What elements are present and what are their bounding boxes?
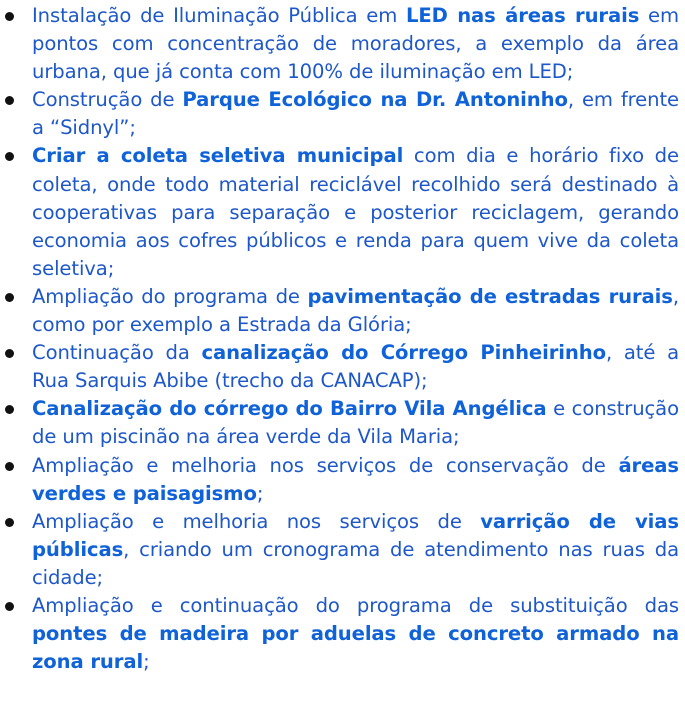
list-item (0, 339, 685, 395)
bullet-icon (5, 602, 14, 611)
body-text: Ampliação e continuação do programa de substituição das (32, 593, 679, 617)
highlighted-text: LED nas áreas rurais (406, 4, 640, 27)
body-text: Instalação de Iluminação Pública em (32, 4, 407, 27)
list-item (0, 2, 685, 86)
highlighted-text: varrição de vias públicas (32, 509, 679, 561)
body-text: ; (256, 481, 264, 505)
highlighted-text: pavimentação de estradas rurais (307, 284, 673, 308)
highlighted-text: Criar a coleta seletiva municipal (32, 144, 404, 168)
body-text: Construção de (32, 88, 183, 112)
body-text: e construção de um piscinão na área verde da Vila Maria; (32, 397, 679, 449)
list-item (0, 452, 685, 508)
highlighted-text: Canalização do córrego do Bairro Vila Angélica (32, 397, 547, 421)
highlighted-text: áreas verdes e paisagismo (32, 453, 679, 505)
highlighted-text: Parque Ecológico na Dr. Antoninho (182, 88, 568, 112)
body-text: Ampliação e melhoria nos serviços de conservação de (32, 453, 619, 477)
list-item (0, 592, 685, 676)
bullet-icon (5, 518, 14, 527)
body-text: Ampliação e melhoria nos serviços de (32, 509, 481, 533)
body-text: , até a Rua Sarquis Abibe (trecho da CANACAP); (32, 341, 679, 393)
bullet-icon (5, 96, 14, 105)
highlighted-text: canalização do Córrego Pinheirinho (201, 341, 606, 365)
list-item (0, 283, 685, 339)
bullet-icon (5, 152, 14, 161)
body-text: Ampliação do programa de (32, 284, 308, 308)
list-item (0, 142, 685, 282)
bullet-icon (5, 12, 14, 21)
body-text: Continuação da (32, 341, 202, 365)
list-item (0, 86, 685, 142)
body-text: em pontos com concentração de moradores, a exemplo da área urbana, que já conta com 100% de iluminação em LED; (32, 4, 679, 84)
body-text: , como por exemplo a Estrada da Glória; (32, 284, 679, 337)
body-text: com dia e horário fixo de coleta, onde todo material reciclável recolhido será destinado à cooperativas para separação e posterior reciclagem, gerando economia aos cofres públicos e renda para quem vive da coleta seletiva; (32, 144, 679, 280)
list-item (0, 395, 685, 451)
body-text: ; (143, 650, 150, 674)
bullet-icon (5, 349, 14, 358)
body-text: , em frente a “Sidnyl”; (32, 88, 679, 140)
proposal-list (0, 2, 685, 676)
bullet-icon (5, 293, 14, 302)
bullet-icon (5, 405, 14, 414)
bullet-icon (5, 462, 14, 471)
highlighted-text: pontes de madeira por aduelas de concreto armado na zona rural (32, 622, 679, 674)
body-text: , criando um cronograma de atendimento nas ruas da cidade; (32, 537, 679, 589)
list-item (0, 508, 685, 592)
